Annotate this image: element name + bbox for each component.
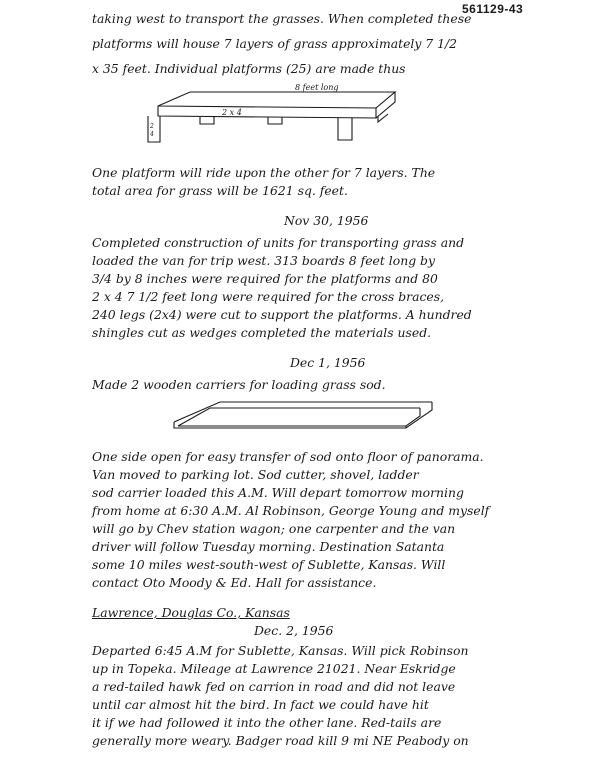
text-line: sod carrier loaded this A.M. Will depart tomorrow morning: [92, 485, 464, 500]
text-line: One platform will ride upon the other for 7 layers. The: [92, 165, 436, 180]
text-line: platforms will house 7 layers of grass approximately 7 1/2: [92, 36, 458, 51]
entry-date: Dec. 2, 1956: [254, 623, 334, 638]
sketch-length-label: 8 feet long: [295, 83, 339, 92]
text-line: contact Oto Moody & Ed. Hall for assistance.: [92, 575, 377, 590]
text-line: will go by Chev station wagon; one carpenter and the van: [92, 521, 456, 536]
text-line: from home at 6:30 A.M. Al Robinson, George Young and myself: [92, 503, 490, 518]
text-line: driver will follow Tuesday morning. Destination Satanta: [92, 539, 445, 554]
text-line: x 35 feet. Individual platforms (25) are made thus: [92, 61, 406, 76]
text-line: Made 2 wooden carriers for loading grass sod.: [92, 377, 386, 392]
text-line: it if we had followed it into the other lane. Red-tails are: [92, 715, 442, 730]
entry-date: Dec 1, 1956: [290, 355, 366, 370]
text-line: some 10 miles west-south-west of Sublette, Kansas. Will: [92, 557, 446, 572]
text-line: total area for grass will be 1621 sq. feet.: [92, 183, 348, 198]
svg-text:4: 4: [150, 131, 154, 138]
sod-carrier-sketch: [170, 398, 450, 438]
text-line: a red-tailed hawk fed on carrion in road and did not leave: [92, 679, 456, 694]
text-line: 240 legs (2x4) were cut to support the platforms. A hundred: [92, 307, 472, 322]
entry-date: Nov 30, 1956: [284, 213, 369, 228]
text-line: up in Topeka. Mileage at Lawrence 21021. Near Eskridge: [92, 661, 456, 676]
platform-sketch: [140, 78, 400, 148]
text-line: until car almost hit the bird. In fact we could have hit: [92, 697, 429, 712]
location-heading: Lawrence, Douglas Co., Kansas: [92, 605, 290, 620]
text-line: Departed 6:45 A.M for Sublette, Kansas. Will pick Robinson: [92, 643, 469, 658]
svg-text:2: 2: [150, 123, 154, 130]
text-line: 3/4 by 8 inches were required for the platforms and 80: [92, 271, 438, 286]
text-line: shingles cut as wedges completed the materials used.: [92, 325, 432, 340]
text-line: 2 x 4 7 1/2 feet long were required for the cross braces,: [92, 289, 445, 304]
text-line: loaded the van for trip west. 313 boards 8 feet long by: [92, 253, 435, 268]
text-line: taking west to transport the grasses. When completed these: [92, 11, 472, 26]
page-reference-number: 561129-43: [462, 2, 524, 16]
text-line: Van moved to parking lot. Sod cutter, shovel, ladder: [92, 467, 419, 482]
text-line: One side open for easy transfer of sod onto floor of panorama.: [92, 449, 484, 464]
text-line: Completed construction of units for transporting grass and: [92, 235, 465, 250]
sketch-board-label: 2 x 4: [222, 108, 242, 117]
text-line: generally more weary. Badger road kill 9 mi NE Peabody on: [92, 733, 469, 748]
